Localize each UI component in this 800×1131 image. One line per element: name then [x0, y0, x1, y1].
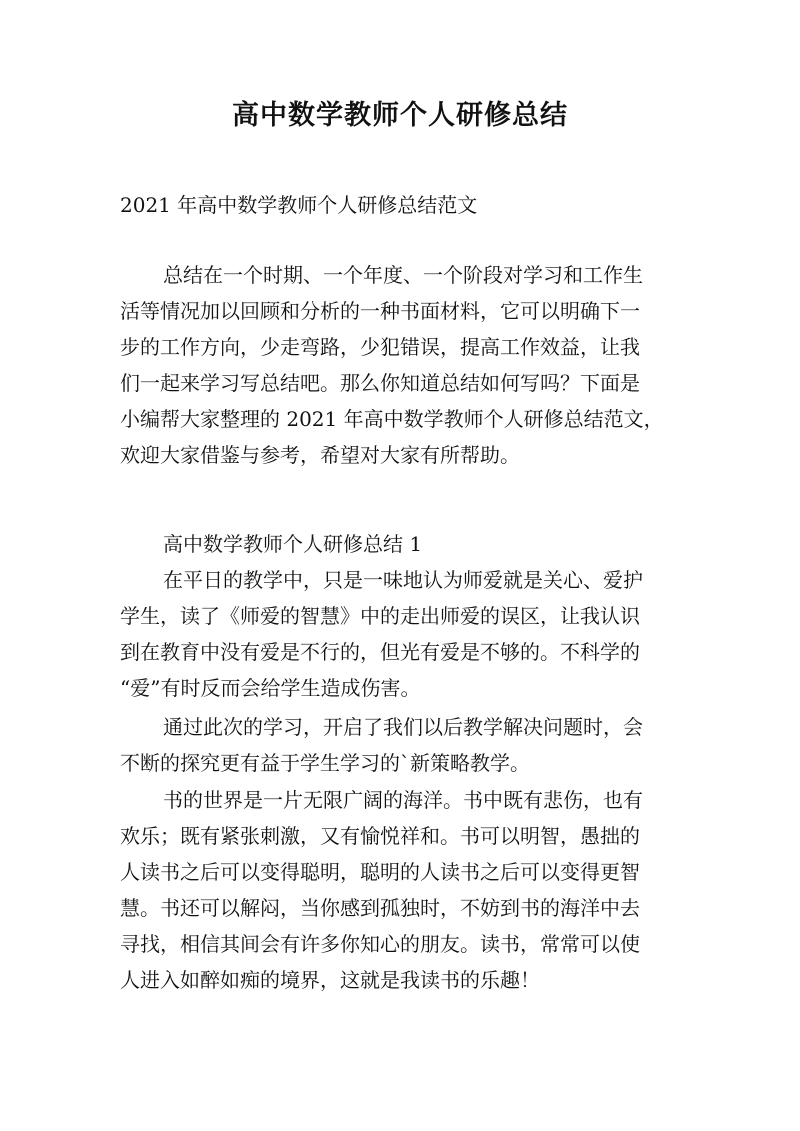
- paragraph-line: 慧。书还可以解闷，当你感到孤独时，不妨到书的海洋中去: [120, 896, 640, 920]
- paragraph-line: “爱”有时反而会给学生造成伤害。: [120, 676, 421, 700]
- intro-line: 活等情况加以回顾和分析的一种书面材料，它可以明确下一: [120, 299, 640, 323]
- intro-line: 小编帮大家整理的 2021 年高中数学教师个人研修总结范文，: [120, 407, 664, 431]
- intro-line: 总结在一个时期、一个年度、一个阶段对学习和工作生: [163, 263, 643, 287]
- intro-paragraph: [120, 257, 690, 473]
- paragraph-line: 书的世界是一片无限广阔的海洋。书中既有悲伤，也有: [163, 788, 643, 812]
- intro-line: 欢迎大家借鉴与参考，希望对大家有所帮助。: [120, 443, 520, 467]
- paragraph-line: 到在教育中没有爱是不行的，但光有爱是不够的。不科学的: [120, 640, 640, 664]
- paragraph-line: 欢乐；既有紧张刺激，又有愉悦祥和。书可以明智，愚拙的: [120, 824, 640, 848]
- body-paragraph-reading: [120, 782, 690, 998]
- intro-line: 们一起来学习写总结吧。那么你知道总结如何写吗？下面是: [120, 371, 640, 395]
- paragraph-line: 寻找，相信其间会有许多你知心的朋友。读书，常常可以使: [120, 932, 640, 956]
- paragraph-line: 通过此次的学习，开启了我们以后教学解决问题时，会: [163, 715, 643, 739]
- section-heading-text: 高中数学教师个人研修总结 1: [163, 532, 423, 556]
- body-paragraph-learning: [120, 709, 690, 781]
- paragraph-line: 在平日的教学中，只是一味地认为师爱就是关心、爱护: [163, 568, 643, 592]
- section-heading: [120, 526, 690, 562]
- paragraph-line: 学生，读了《师爱的智慧》中的走出师爱的误区，让我认识: [120, 604, 640, 628]
- document-title: 高中数学教师个人研修总结: [232, 100, 568, 131]
- paragraph-line: 人读书之后可以变得聪明，聪明的人读书之后可以变得更智: [120, 860, 640, 884]
- body-paragraph-teaching-love: [120, 562, 690, 706]
- paragraph-line: 不断的探究更有益于学生学习的`新策略教学。: [120, 751, 530, 775]
- paragraph-line: 人进入如醉如痴的境界，这就是我读书的乐趣！: [120, 968, 540, 992]
- document-subtitle: 2021 年高中数学教师个人研修总结范文: [120, 193, 478, 217]
- intro-line: 步的工作方向，少走弯路，少犯错误，提高工作效益，让我: [120, 335, 640, 359]
